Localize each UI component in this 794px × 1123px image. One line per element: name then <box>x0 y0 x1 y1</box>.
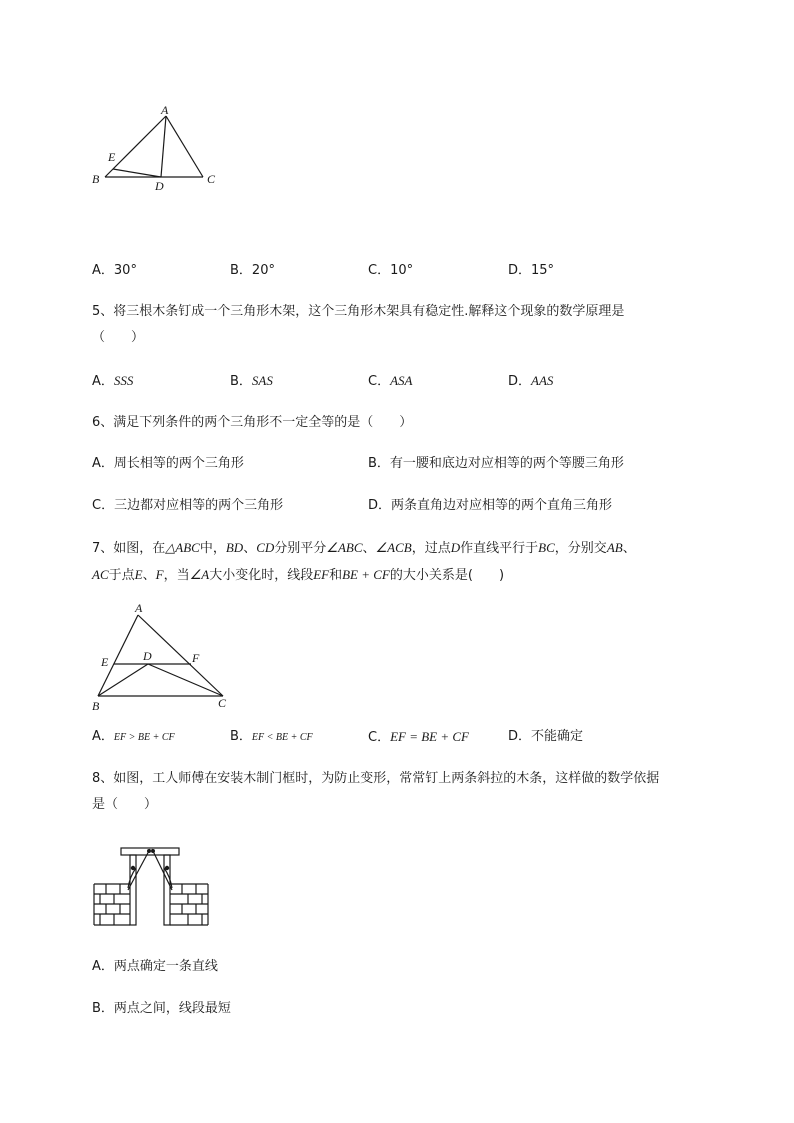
q4-label-c: C <box>207 172 216 186</box>
text: 作直线平行于 <box>460 541 539 556</box>
math: ∠ABC <box>326 540 363 555</box>
q4-option-b[interactable] <box>230 263 275 279</box>
q5-stem-line2: （ ） <box>92 330 145 345</box>
q7-triangle-figure <box>88 598 238 716</box>
q5-stem-line1: 5、将三根木条钉成一个三角形木架，这个三角形木架具有稳定性.解释这个现象的数学原理是 <box>92 304 625 319</box>
option-text: EF = BE + CF <box>390 729 469 744</box>
q5-option-d[interactable] <box>508 373 553 390</box>
q7-option-c[interactable] <box>368 729 469 746</box>
option-letter: C． <box>368 374 391 389</box>
q4-triangle-figure <box>88 100 228 200</box>
q7-option-d[interactable] <box>508 729 583 745</box>
math: EF <box>313 567 330 582</box>
text: ，过点 <box>411 541 451 556</box>
option-letter: B． <box>368 456 390 471</box>
option-letter: A． <box>92 456 114 471</box>
text: 中， <box>199 541 226 556</box>
q6-stem: 6、满足下列条件的两个三角形不一定全等的是（ ） <box>92 415 413 430</box>
option-text: EF > BE + CF <box>113 732 175 743</box>
option-letter: D． <box>368 498 392 513</box>
text: 分别平分 <box>274 541 327 556</box>
option-letter: A． <box>92 263 114 278</box>
option-letter: A． <box>92 959 114 974</box>
option-text: 15° <box>531 263 555 278</box>
option-text: 不能确定 <box>531 729 584 744</box>
math: △ABC <box>165 540 200 555</box>
text: 的大小关系是( ) <box>389 568 505 583</box>
option-text: ASA <box>390 373 413 388</box>
math: ∠ACB <box>375 540 412 555</box>
q8-stem-line1: 8、如图，工人师傅在安装木制门框时，为防止变形，常常钉上两条斜拉的木条，这样做的数学依据 <box>92 771 660 786</box>
text: ，分别交 <box>554 541 607 556</box>
q4-label-b: B <box>92 172 100 186</box>
option-text: 30° <box>113 263 137 278</box>
text: 大小变化时，线段 <box>209 568 314 583</box>
option-letter: A． <box>92 729 114 744</box>
q8-option-a[interactable] <box>92 959 218 975</box>
text: 7、如图，在 <box>92 541 166 556</box>
option-text: 三边都对应相等的两个三角形 <box>114 498 284 513</box>
q4-label-d: D <box>155 179 164 193</box>
option-letter: C． <box>368 263 391 278</box>
q8-option-b[interactable] <box>92 1001 231 1017</box>
option-text: 有一腰和底边对应相等的两个等腰三角形 <box>389 456 624 471</box>
option-letter: D． <box>508 263 532 278</box>
text: 、 <box>622 541 636 556</box>
math: AC <box>92 567 109 582</box>
option-letter: B． <box>230 263 252 278</box>
option-text: SAS <box>251 373 273 388</box>
option-text: 周长相等的两个三角形 <box>113 456 244 471</box>
option-text: 两条直角边对应相等的两个直角三角形 <box>391 498 613 513</box>
option-letter: A． <box>92 374 114 389</box>
math: AB <box>606 540 623 555</box>
q7-label-d: D <box>143 649 152 663</box>
q7-stem-line1 <box>92 540 636 557</box>
q4-option-c[interactable] <box>368 263 413 279</box>
option-text: 两点之间，线段最短 <box>113 1001 231 1016</box>
q7-label-f: F <box>192 651 200 665</box>
math: BE + CF <box>342 567 390 582</box>
q5-option-b[interactable] <box>230 373 273 390</box>
q4-option-a[interactable] <box>92 263 137 279</box>
q7-stem-line2 <box>92 567 504 584</box>
math: D <box>450 540 461 555</box>
math: BD <box>225 540 244 555</box>
option-text: 两点确定一条直线 <box>113 959 218 974</box>
option-letter: B． <box>92 1001 114 1016</box>
option-text: SSS <box>113 373 134 388</box>
q8-stem-line2: 是（ ） <box>92 797 158 812</box>
q6-option-a[interactable] <box>92 456 244 472</box>
option-letter: C． <box>368 730 391 745</box>
q4-label-e: E <box>108 150 116 164</box>
option-text: EF < BE + CF <box>251 732 313 743</box>
option-letter: D． <box>508 374 532 389</box>
q5-option-c[interactable] <box>368 373 412 390</box>
q4-option-d[interactable] <box>508 263 554 279</box>
text: 、 <box>362 541 376 556</box>
q7-label-c: C <box>218 696 227 710</box>
q6-option-b[interactable] <box>368 456 624 472</box>
q6-option-c[interactable] <box>92 498 283 514</box>
math: BC <box>538 540 555 555</box>
q7-option-b[interactable] <box>230 729 313 746</box>
math: CD <box>256 540 275 555</box>
text: ，当 <box>163 568 190 583</box>
q5-option-a[interactable] <box>92 373 133 390</box>
option-letter: D． <box>508 729 532 744</box>
text: 于点 <box>108 568 135 583</box>
option-letter: C． <box>92 498 115 513</box>
option-letter: B． <box>230 729 252 744</box>
q6-option-d[interactable] <box>368 498 612 514</box>
math: F <box>155 567 164 582</box>
text: 、 <box>142 568 156 583</box>
math: ∠A <box>189 567 210 582</box>
q7-label-e: E <box>101 655 109 669</box>
text: 和 <box>329 568 343 583</box>
option-text: 20° <box>251 263 275 278</box>
q7-label-b: B <box>92 699 100 713</box>
option-text: AAS <box>531 373 554 388</box>
q7-option-a[interactable] <box>92 729 175 746</box>
q7-label-a: A <box>135 601 143 615</box>
option-text: 10° <box>390 263 414 278</box>
math: E <box>134 567 143 582</box>
text: 、 <box>243 541 257 556</box>
option-letter: B． <box>230 374 252 389</box>
q8-door-frame-figure <box>92 840 212 928</box>
q4-label-a: A <box>161 103 169 117</box>
